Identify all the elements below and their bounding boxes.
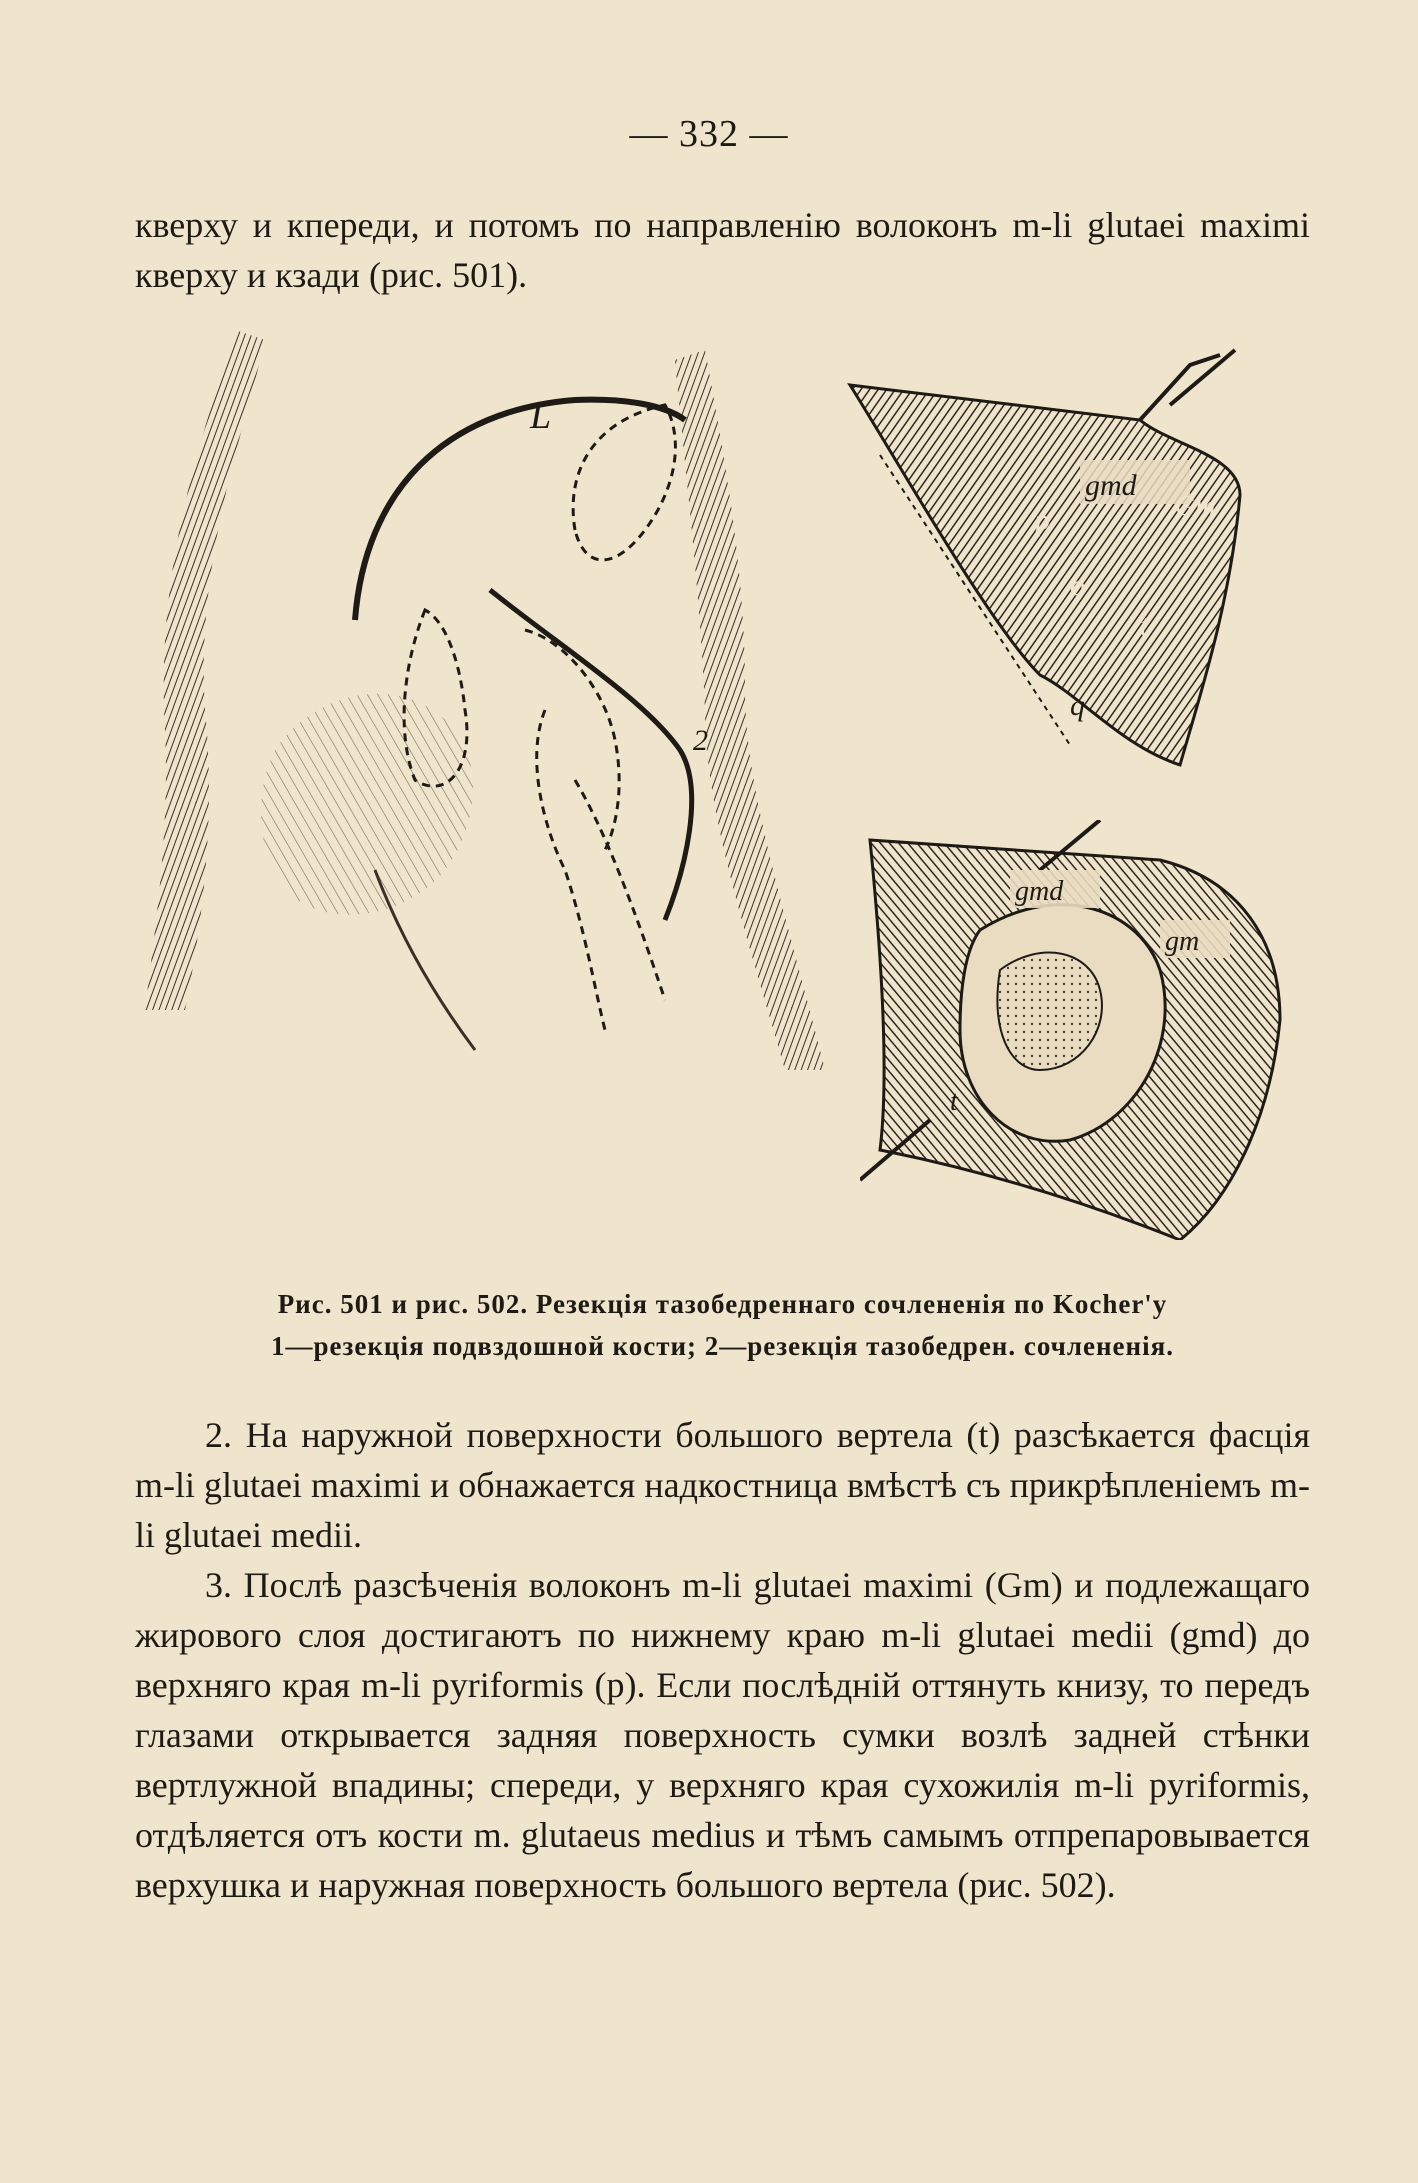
body-outline-right [675, 350, 825, 1070]
label-2: 2 [693, 724, 708, 757]
figure-501-hip-illustration [145, 310, 845, 1080]
label-o: o [1070, 569, 1085, 602]
caption-line-1: Рис. 501 и рис. 502. Резекція тазобедреннаго сочлененія по Kocher'у [277, 1289, 1168, 1319]
trochanter-outline [537, 710, 605, 1030]
label-q: q [1070, 689, 1085, 722]
incision-line-2 [490, 590, 692, 920]
femur-outline [525, 630, 665, 1000]
label-gmd-2: gmd [1015, 876, 1064, 907]
page-number: — 332 — [629, 113, 789, 155]
label-p: p [1035, 504, 1050, 537]
iliac-bone-outline [573, 405, 675, 560]
body-outline-left [145, 330, 265, 1010]
intro-paragraph: кверху и кпереди, и потомъ по направленію волоконъ m-li glutaei maximi кверху и кзади (рис. 501). [135, 205, 1310, 295]
caption-line-2: 1—резекція подвздошной кости; 2—резекція тазобедрен. сочлененія. [271, 1331, 1174, 1361]
buttock-shading [261, 694, 473, 915]
label-gmd: gmd [1085, 469, 1137, 502]
figure-501-dissection-illustration [840, 345, 1270, 775]
body-text [135, 1410, 1310, 1910]
label-t: t [1140, 609, 1149, 642]
figure-caption [135, 1283, 1310, 1367]
label-t-2: t [950, 1086, 958, 1117]
incision-line-1 [355, 400, 685, 620]
label-gm: gm [1165, 926, 1200, 957]
paragraph-3: 3. Послѣ разсѣченія волоконъ m-li glutaei maximi (Gm) и подлежащаго жирового слоя достигаютъ по нижнему краю m-li glutaei medii (gmd) до верхняго края m-li pyriformis (p). Если послѣдній оттянуть книзу, то передъ глазами открывается задняя поверхность сумки возлѣ задней стѣнки вертлужной впадины; спереди, у верхняго края сухожилія m-li pyriformis, отдѣляется отъ кости m. glutaeus medius и тѣмъ самымъ отпрепаровывается верхушка и наружная поверхность большого вертела (рис. 502). [135, 1565, 1310, 1905]
retractor [1140, 350, 1235, 420]
label-L: L [530, 395, 552, 437]
label-Gm: Gm [1175, 491, 1216, 522]
paragraph-2: 2. На наружной поверхности большого вертела (t) разсѣкается фасція m-li glutaei maximi и обнажается надкостница вмѣстѣ съ прикрѣпленіемъ m-li glutaei medii. [135, 1415, 1310, 1555]
figure-502-joint-illustration [860, 820, 1300, 1240]
